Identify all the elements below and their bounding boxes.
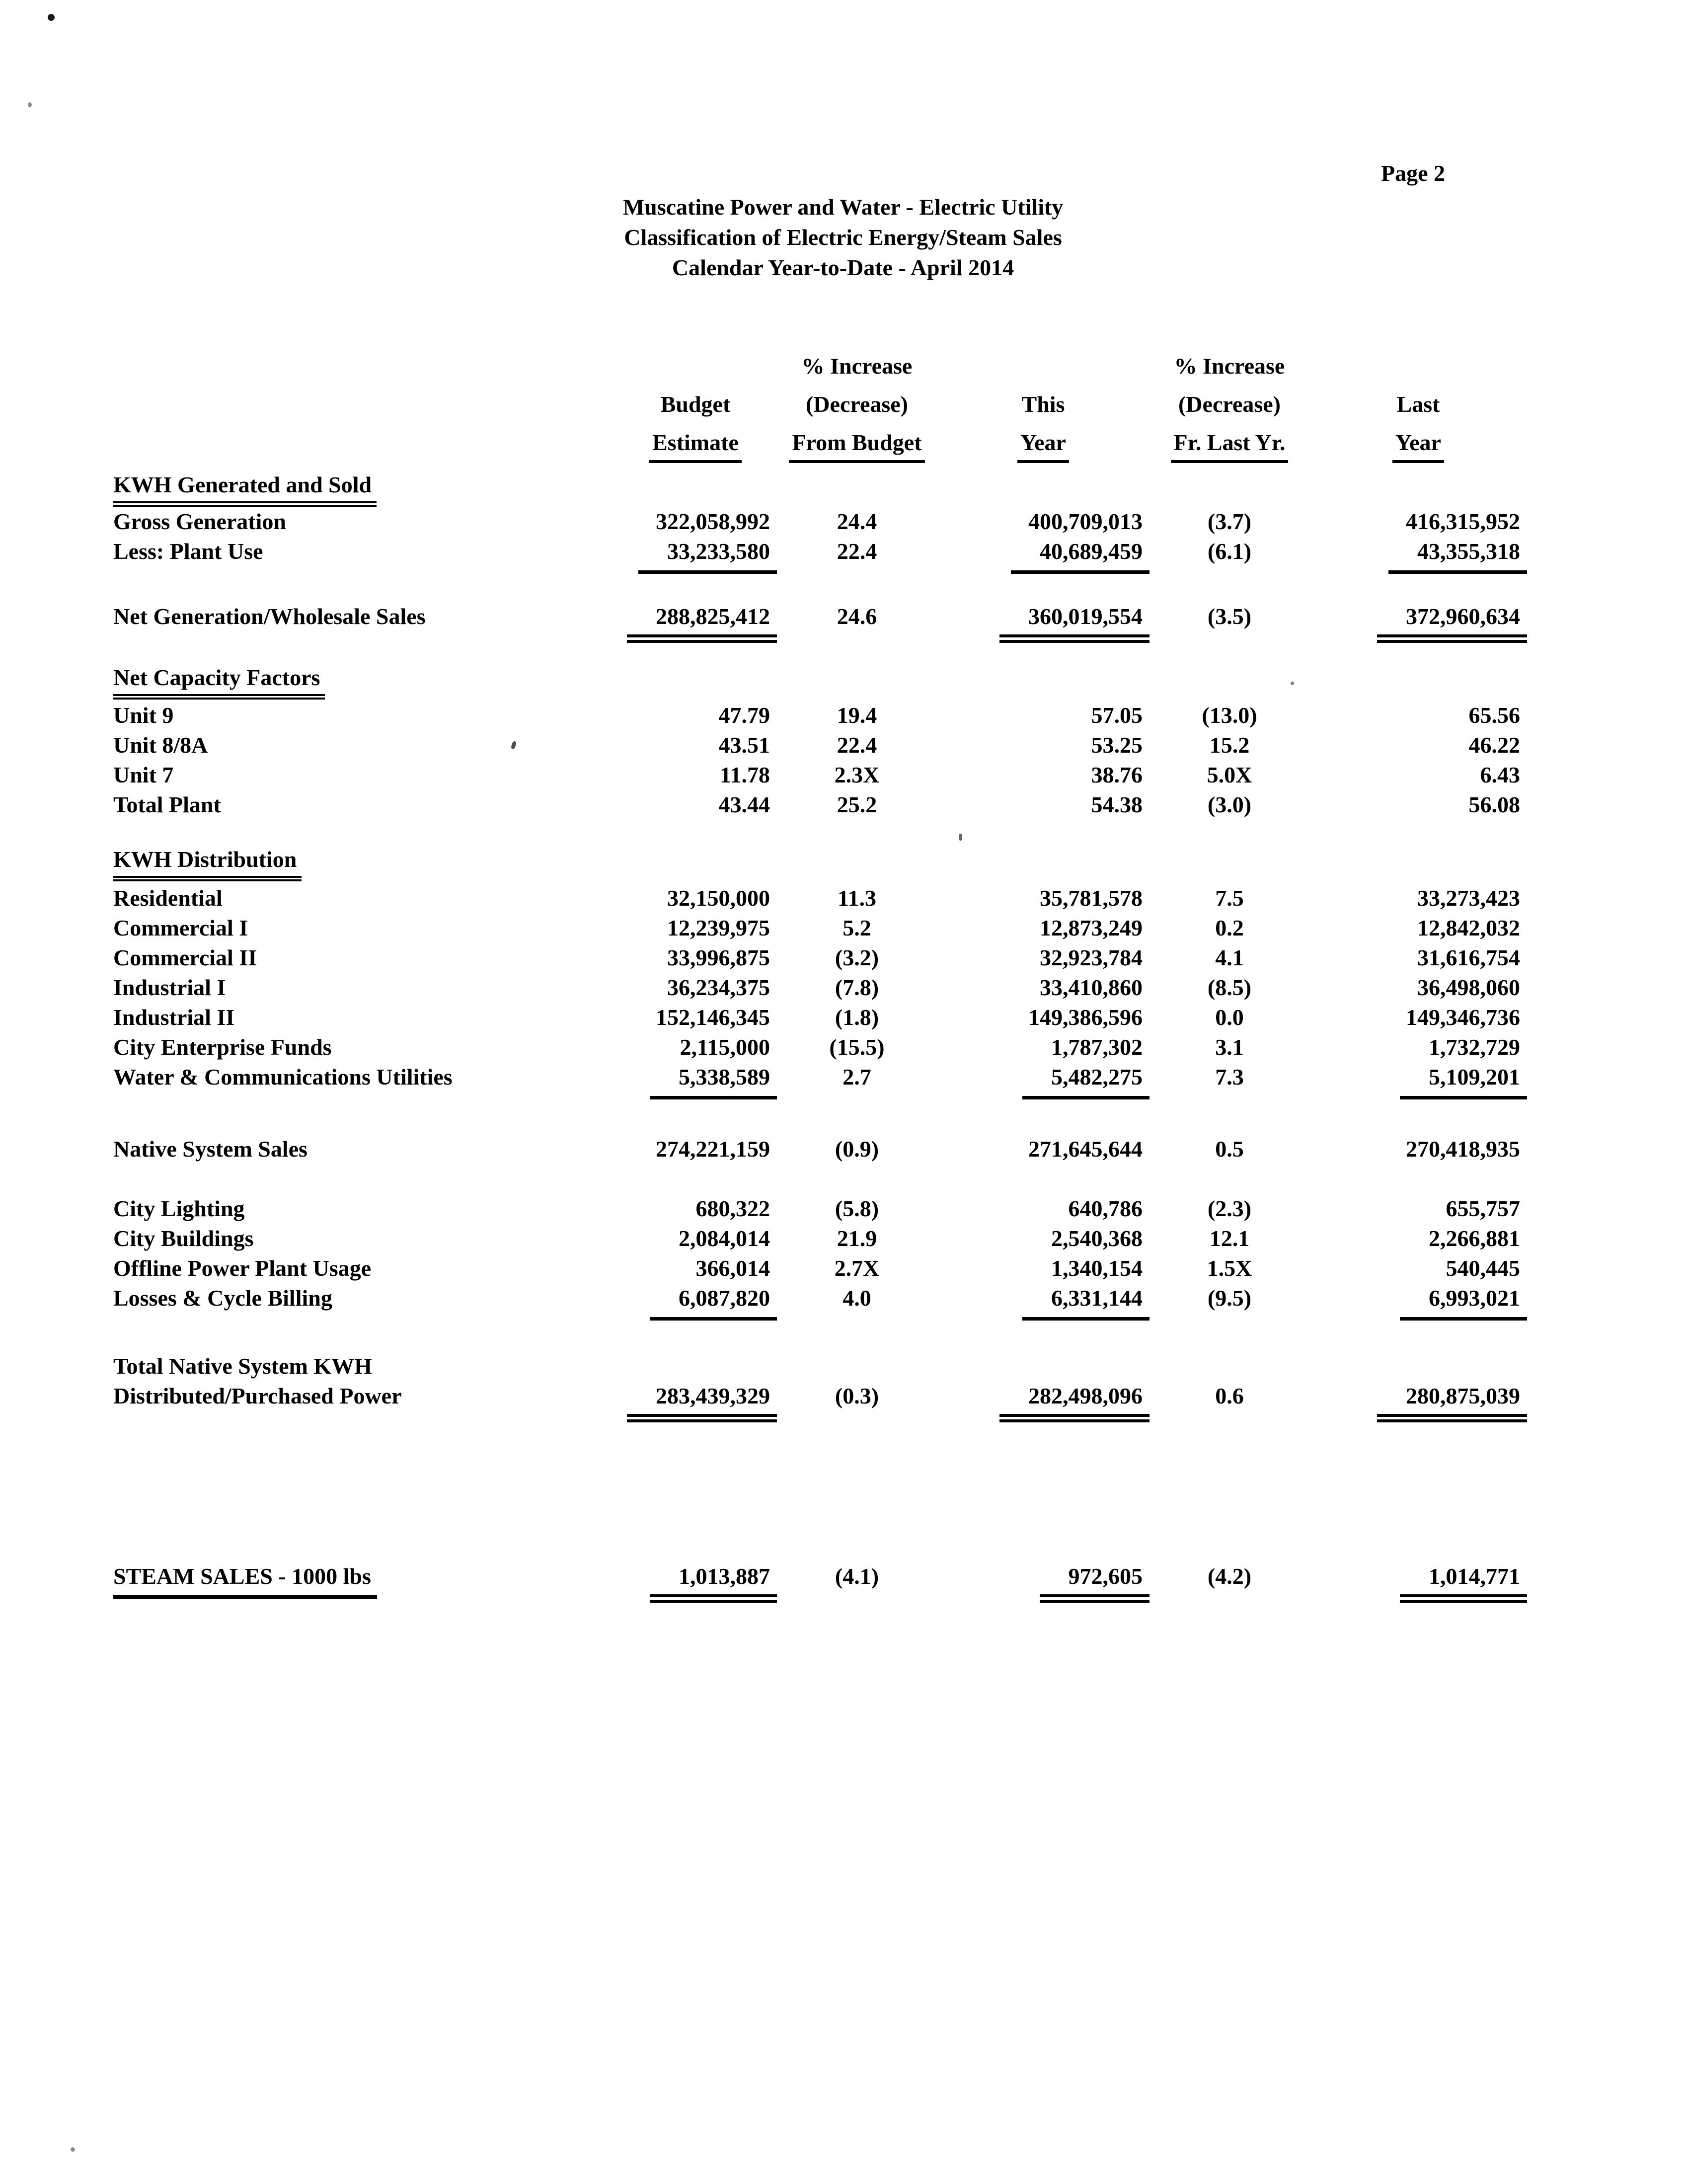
table-row-city-enterprise-funds — [113, 1032, 1520, 1062]
row-label: Net Generation/Wholesale Sales — [113, 604, 426, 629]
col-header-this-year — [944, 428, 1143, 463]
cell-this-year: 35,781,578 — [1040, 885, 1143, 911]
underlined-value: 6,087,820 — [650, 1283, 777, 1321]
cell-this-year: 2,540,368 — [1051, 1226, 1143, 1251]
cell-pct-from-budget: (4.1) — [835, 1563, 879, 1589]
section-header-kwh-distribution — [113, 845, 1520, 881]
cell-last-year: 270,418,935 — [1406, 1136, 1520, 1162]
cell-pct-fr-last-yr: 7.5 — [1215, 885, 1244, 911]
table-row-native-system-sales — [113, 1134, 1520, 1164]
underlined-header: From Budget — [789, 428, 924, 463]
cell-last-year — [1316, 1561, 1520, 1603]
cell-pct-from-budget: 2.7X — [834, 1255, 880, 1281]
scan-artifact-dot — [48, 14, 55, 21]
cell-pct-fr-last-yr: 0.5 — [1215, 1136, 1244, 1162]
section-title: Net Capacity Factors — [113, 663, 325, 700]
cell-last-year: 6.43 — [1480, 762, 1520, 787]
row-label: City Lighting — [113, 1196, 245, 1221]
cell-pct-fr-last-yr: (9.5) — [1207, 1285, 1252, 1311]
cell-this-year — [944, 537, 1143, 574]
cell-pct-from-budget: (0.9) — [835, 1136, 879, 1162]
double-underlined-value: 280,875,039 — [1377, 1381, 1527, 1422]
total-native-label-line-1: Total Native System KWH — [113, 1353, 372, 1379]
double-underlined-value: 1,013,887 — [650, 1561, 777, 1603]
double-underlined-value: 372,960,634 — [1377, 602, 1527, 643]
cell-pct-fr-last-yr: 0.2 — [1215, 915, 1244, 940]
cell-this-year: 271,645,644 — [1028, 1136, 1143, 1162]
row-label: Gross Generation — [113, 509, 286, 534]
cell-this-year — [944, 1381, 1143, 1422]
cell-last-year: 36,498,060 — [1417, 975, 1520, 1000]
cell-budget-estimate: 43.44 — [718, 792, 770, 817]
cell-this-year — [944, 1561, 1143, 1603]
cell-pct-fr-last-yr: (3.5) — [1207, 604, 1252, 629]
row-label: City Buildings — [113, 1226, 254, 1251]
underlined-header: Year — [1392, 428, 1444, 463]
cell-pct-from-budget: 2.3X — [834, 762, 880, 787]
cell-this-year: 149,386,596 — [1028, 1005, 1143, 1030]
cell-budget-estimate — [621, 602, 770, 643]
cell-budget-estimate: 11.78 — [720, 762, 770, 787]
cell-pct-fr-last-yr: (6.1) — [1207, 539, 1252, 564]
cell-last-year: 31,616,754 — [1417, 945, 1520, 970]
cell-this-year: 54.38 — [1091, 792, 1143, 817]
table-row-unit-9 — [113, 701, 1520, 730]
cell-pct-from-budget: (7.8) — [835, 975, 879, 1000]
col-header-estimate — [621, 428, 770, 463]
cell-pct-from-budget: 24.4 — [837, 509, 877, 534]
cell-pct-fr-last-yr: (8.5) — [1207, 975, 1252, 1000]
cell-last-year: 655,757 — [1446, 1196, 1520, 1221]
underlined-value: 6,993,021 — [1400, 1283, 1527, 1321]
cell-this-year: 33,410,860 — [1040, 975, 1143, 1000]
cell-pct-fr-last-yr: (13.0) — [1202, 702, 1257, 728]
cell-last-year — [1316, 537, 1520, 574]
cell-budget-estimate: 12,239,975 — [667, 915, 770, 940]
cell-budget-estimate: 43.51 — [718, 732, 770, 758]
cell-this-year: 38.76 — [1091, 762, 1143, 787]
table-row-total-plant — [113, 790, 1520, 820]
row-label: Industrial I — [113, 975, 226, 1000]
table-row-net-generation — [113, 602, 1520, 643]
cell-pct-fr-last-yr: 0.0 — [1215, 1005, 1244, 1030]
underlined-header: Year — [1017, 428, 1069, 463]
table-row-steam-sales — [113, 1561, 1520, 1603]
cell-budget-estimate — [621, 1283, 770, 1321]
row-label: Water & Communications Utilities — [113, 1064, 453, 1090]
cell-last-year: 149,346,736 — [1406, 1005, 1520, 1030]
table-row-distributed-purchased-power — [113, 1381, 1520, 1422]
cell-last-year: 540,445 — [1446, 1255, 1520, 1281]
report-title-line-3: Calendar Year-to-Date - April 2014 — [672, 255, 1014, 280]
cell-this-year: 57.05 — [1091, 702, 1143, 728]
cell-pct-from-budget: (5.8) — [835, 1196, 879, 1221]
row-label: Native System Sales — [113, 1136, 307, 1162]
cell-pct-fr-last-yr: 5.0X — [1207, 762, 1252, 787]
cell-last-year: 65.56 — [1468, 702, 1520, 728]
cell-pct-from-budget: 24.6 — [837, 604, 877, 629]
section-header-kwh-generated — [113, 470, 1520, 507]
double-underlined-value: 360,019,554 — [999, 602, 1150, 643]
cell-this-year: 1,340,154 — [1051, 1255, 1143, 1281]
table-row-unit-8-8a — [113, 730, 1520, 760]
cell-last-year — [1316, 1381, 1520, 1422]
table-row-losses-cycle-billing — [113, 1283, 1520, 1321]
cell-pct-from-budget: 11.3 — [838, 885, 876, 911]
report-title-line-1: Muscatine Power and Water - Electric Utility — [622, 194, 1064, 220]
cell-this-year: 53.25 — [1091, 732, 1143, 758]
table-row-plant-use — [113, 537, 1520, 574]
cell-this-year: 12,873,249 — [1040, 915, 1143, 940]
row-label-steam-sales — [113, 1561, 621, 1599]
report-title-block — [0, 192, 1686, 283]
cell-this-year: 640,786 — [1068, 1196, 1143, 1221]
cell-pct-fr-last-yr: (4.2) — [1207, 1563, 1252, 1589]
cell-pct-from-budget: (0.3) — [835, 1383, 879, 1408]
section-title: KWH Generated and Sold — [113, 470, 377, 507]
cell-this-year: 1,787,302 — [1051, 1034, 1143, 1060]
table-row-commercial-i — [113, 913, 1520, 943]
row-label: Commercial I — [113, 915, 248, 940]
cell-budget-estimate: 2,084,014 — [679, 1226, 770, 1251]
row-label: Offline Power Plant Usage — [113, 1255, 372, 1281]
underlined-value: 43,355,318 — [1388, 537, 1527, 574]
cell-budget-estimate: 32,150,000 — [667, 885, 770, 911]
row-label: Unit 9 — [113, 702, 174, 728]
double-underlined-value: 282,498,096 — [999, 1381, 1150, 1422]
table-row-commercial-ii — [113, 943, 1520, 973]
table-row-residential — [113, 883, 1520, 913]
col-header-budget: Budget — [660, 391, 731, 417]
underlined-value: 40,689,459 — [1011, 537, 1150, 574]
table-row-gross-generation — [113, 507, 1520, 537]
cell-budget-estimate — [621, 1561, 770, 1603]
col-header-from-budget — [770, 428, 944, 463]
scan-artifact-dot — [28, 102, 32, 107]
cell-pct-from-budget: 22.4 — [837, 732, 877, 758]
row-label: Less: Plant Use — [113, 539, 263, 564]
col-header-fr-last-yr — [1143, 428, 1316, 463]
table-row-offline-power-plant-usage — [113, 1253, 1520, 1283]
row-label: Total Plant — [113, 792, 221, 817]
cell-last-year: 1,732,729 — [1429, 1034, 1520, 1060]
table-row-city-buildings — [113, 1224, 1520, 1253]
column-header-row-1 — [113, 344, 1520, 381]
double-underlined-value: 288,825,412 — [627, 602, 777, 643]
cell-pct-fr-last-yr: 7.3 — [1215, 1064, 1244, 1090]
cell-budget-estimate — [621, 1381, 770, 1422]
row-label: Residential — [113, 885, 223, 911]
cell-pct-from-budget: 25.2 — [837, 792, 877, 817]
cell-budget-estimate: 322,058,992 — [656, 509, 770, 534]
col-header-this: This — [1021, 391, 1065, 417]
spacer — [113, 420, 621, 450]
double-underlined-value: 283,439,329 — [627, 1381, 777, 1422]
table-row-unit-7 — [113, 760, 1520, 790]
cell-this-year: 32,923,784 — [1040, 945, 1143, 970]
cell-budget-estimate: 36,234,375 — [667, 975, 770, 1000]
sales-classification-table — [113, 344, 1520, 1603]
cell-last-year: 12,842,032 — [1417, 915, 1520, 940]
table-row-industrial-i — [113, 973, 1520, 1003]
cell-pct-fr-last-yr: (3.0) — [1207, 792, 1252, 817]
row-label: Unit 8/8A — [113, 732, 208, 758]
table-row-industrial-ii — [113, 1003, 1520, 1032]
cell-pct-from-budget: (15.5) — [829, 1034, 885, 1060]
cell-budget-estimate: 47.79 — [718, 702, 770, 728]
cell-pct-from-budget: (3.2) — [835, 945, 879, 970]
scan-artifact-dot — [71, 2147, 75, 2152]
cell-pct-from-budget: 4.0 — [843, 1285, 871, 1311]
cell-pct-fr-last-yr: 15.2 — [1209, 732, 1250, 758]
row-label: Industrial II — [113, 1005, 235, 1030]
underlined-value: 6,331,144 — [1022, 1283, 1150, 1321]
cell-pct-fr-last-yr: 4.1 — [1215, 945, 1244, 970]
cell-last-year: 56.08 — [1468, 792, 1520, 817]
col-header-pct-increase-lastyr: % Increase — [1174, 353, 1285, 379]
col-header-decrease-budget: (Decrease) — [805, 391, 908, 417]
underlined-section-label: STEAM SALES - 1000 lbs — [113, 1561, 377, 1599]
underlined-value: 33,233,580 — [638, 537, 777, 574]
spacer — [113, 344, 621, 374]
cell-last-year: 2,266,881 — [1429, 1226, 1520, 1251]
row-label: City Enterprise Funds — [113, 1034, 332, 1060]
cell-this-year — [944, 1283, 1143, 1321]
spacer — [113, 382, 621, 412]
spacer — [944, 344, 1143, 374]
row-label: Commercial II — [113, 945, 257, 970]
cell-this-year — [944, 1062, 1143, 1099]
spacer — [1316, 344, 1520, 374]
cell-pct-from-budget: 2.7 — [843, 1064, 871, 1090]
table-row-city-lighting — [113, 1194, 1520, 1224]
cell-budget-estimate: 274,221,159 — [656, 1136, 770, 1162]
cell-pct-fr-last-yr: 12.1 — [1209, 1226, 1250, 1251]
cell-pct-fr-last-yr: 0.6 — [1215, 1383, 1244, 1408]
spacer — [621, 344, 770, 374]
cell-budget-estimate — [621, 1062, 770, 1099]
cell-pct-from-budget: 5.2 — [843, 915, 871, 940]
cell-pct-fr-last-yr: 1.5X — [1207, 1255, 1252, 1281]
cell-last-year — [1316, 1062, 1520, 1099]
row-label: Distributed/Purchased Power — [113, 1383, 402, 1408]
double-underlined-value: 972,605 — [1040, 1561, 1150, 1603]
cell-last-year — [1316, 1283, 1520, 1321]
col-header-last-year — [1316, 428, 1520, 463]
cell-pct-from-budget: (1.8) — [835, 1005, 879, 1030]
cell-this-year: 400,709,013 — [1028, 509, 1143, 534]
cell-budget-estimate — [621, 537, 770, 574]
section-header-net-capacity — [113, 663, 1520, 700]
cell-pct-from-budget: 22.4 — [837, 539, 877, 564]
cell-budget-estimate: 2,115,000 — [680, 1034, 770, 1060]
cell-budget-estimate: 680,322 — [695, 1196, 770, 1221]
underlined-value: 5,109,201 — [1400, 1062, 1527, 1099]
cell-last-year: 46.22 — [1468, 732, 1520, 758]
cell-budget-estimate: 366,014 — [695, 1255, 770, 1281]
double-underlined-value: 1,014,771 — [1400, 1561, 1527, 1603]
cell-pct-fr-last-yr: (3.7) — [1207, 509, 1252, 534]
cell-pct-fr-last-yr: 3.1 — [1215, 1034, 1244, 1060]
cell-last-year — [1316, 602, 1520, 643]
row-label: Unit 7 — [113, 762, 174, 787]
underlined-header: Fr. Last Yr. — [1171, 428, 1289, 463]
report-title-line-2: Classification of Electric Energy/Steam Sales — [624, 225, 1062, 250]
underlined-value: 5,482,275 — [1022, 1062, 1150, 1099]
underlined-value: 5,338,589 — [650, 1062, 777, 1099]
col-header-decrease-lastyr: (Decrease) — [1178, 391, 1281, 417]
cell-pct-from-budget: 21.9 — [837, 1226, 877, 1251]
cell-budget-estimate: 33,996,875 — [667, 945, 770, 970]
cell-budget-estimate: 152,146,345 — [656, 1005, 770, 1030]
col-header-last: Last — [1396, 391, 1440, 417]
underlined-header: Estimate — [649, 428, 742, 463]
section-title: KWH Distribution — [113, 845, 302, 881]
cell-last-year: 416,315,952 — [1406, 509, 1520, 534]
cell-this-year — [944, 602, 1143, 643]
col-header-pct-increase-budget: % Increase — [801, 353, 913, 379]
table-row-water-communications — [113, 1062, 1520, 1099]
column-header-row-2 — [113, 382, 1520, 419]
cell-last-year: 33,273,423 — [1417, 885, 1520, 911]
column-header-row-3 — [113, 420, 1520, 463]
cell-pct-from-budget: 19.4 — [837, 702, 877, 728]
row-label: Losses & Cycle Billing — [113, 1285, 332, 1311]
page-number: Page 2 — [1381, 160, 1446, 186]
cell-pct-fr-last-yr: (2.3) — [1207, 1196, 1252, 1221]
